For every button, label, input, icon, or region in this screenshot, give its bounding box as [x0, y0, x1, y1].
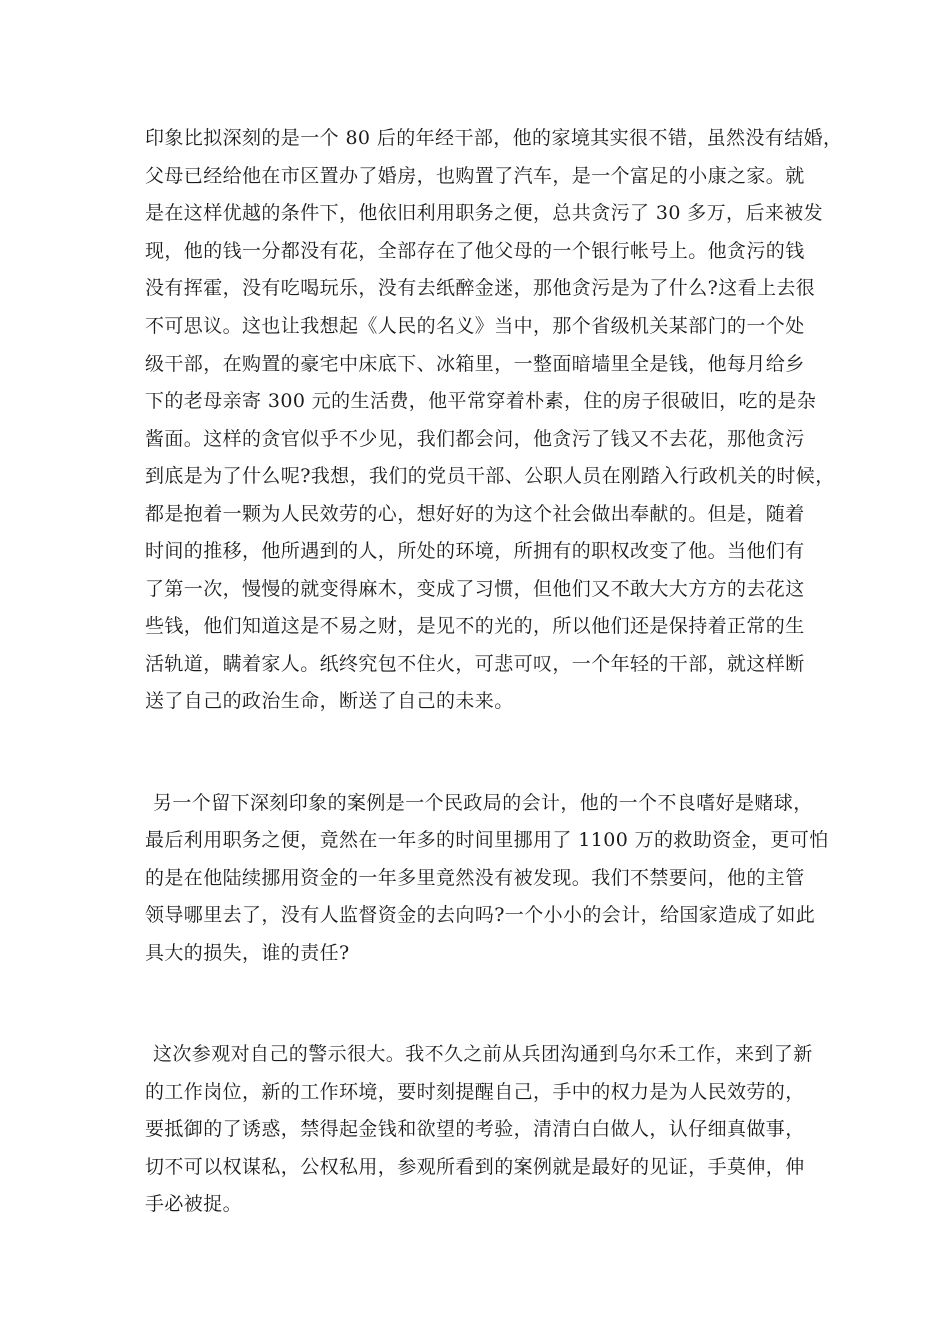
text-line: 都是抱着一颗为人民效劳的心，想好好的为这个社会做出奉献的。但是，随着: [145, 503, 805, 525]
text-line: 不可思议。这也让我想起《人民的名义》当中，那个省级机关某部门的一个处: [145, 315, 805, 337]
text-line: 些钱，他们知道这是不易之财，是见不的光的，所以他们还是保持着正常的生: [145, 615, 805, 637]
text-line: 这次参观对自己的警示很大。我不久之前从兵团沟通到乌尔禾工作，来到了新: [153, 1043, 813, 1065]
text-line: 了第一次，慢慢的就变得麻木，变成了习惯，但他们又不敢大大方方的去花这: [145, 578, 805, 600]
text-line: 级干部，在购置的豪宅中床底下、冰箱里，一整面暗墙里全是钱，他每月给乡: [145, 353, 805, 375]
text-line: 最后利用职务之便，竟然在一年多的时间里挪用了 1100 万的救助资金，更可怕: [145, 829, 829, 851]
text-line: 要抵御的了诱惑，禁得起金钱和欲望的考验，清清白白做人，认仔细真做事，: [145, 1118, 805, 1140]
text-line: 到底是为了什么呢?我想，我们的党员干部、公职人员在刚踏入行政机关的时候，: [145, 465, 835, 487]
text-line: 送了自己的政治生命，断送了自己的未来。: [145, 690, 514, 712]
text-line: 印象比拟深刻的是一个 80 后的年经干部，他的家境其实很不错，虽然没有结婚，: [145, 127, 843, 149]
text-line: 另一个留下深刻印象的案例是一个民政局的会计，他的一个不良嗜好是赌球，: [153, 792, 813, 814]
text-line: 具大的损失，谁的责任?: [145, 942, 350, 964]
text-line: 是在这样优越的条件下，他依旧利用职务之便，总共贪污了 30 多万，后来被发: [145, 202, 824, 224]
text-line: 没有挥霍，没有吃喝玩乐，没有去纸醉金迷，那他贪污是为了什么?这看上去很: [145, 277, 816, 299]
text-line: 现，他的钱一分都没有花，全部存在了他父母的一个银行帐号上。他贪污的钱: [145, 240, 805, 262]
text-line: 的是在他陆续挪用资金的一年多里竟然没有被发现。我们不禁要问，他的主管: [145, 867, 805, 889]
text-line: 酱面。这样的贪官似乎不少见，我们都会问，他贪污了钱又不去花，那他贪污: [145, 428, 805, 450]
text-line: 活轨道，瞒着家人。纸终究包不住火，可悲可叹，一个年轻的干部，就这样断: [145, 653, 805, 675]
text-line: 下的老母亲寄 300 元的生活费，他平常穿着朴素，住的房子很破旧，吃的是杂: [145, 390, 817, 412]
text-line: 父母已经给他在市区置办了婚房，也购置了汽车，是一个富足的小康之家。就: [145, 165, 805, 187]
text-line: 的工作岗位，新的工作环境，要时刻提醒自己，手中的权力是为人民效劳的，: [145, 1081, 805, 1103]
text-line: 领导哪里去了，没有人监督资金的去向吗?一个小小的会计，给国家造成了如此: [145, 904, 816, 926]
text-line: 手必被捉。: [145, 1193, 243, 1215]
text-line: 切不可以权谋私，公权私用，参观所看到的案例就是最好的见证，手莫伸，伸: [145, 1156, 805, 1178]
text-line: 时间的推移，他所遇到的人，所处的环境，所拥有的职权改变了他。当他们有: [145, 540, 805, 562]
